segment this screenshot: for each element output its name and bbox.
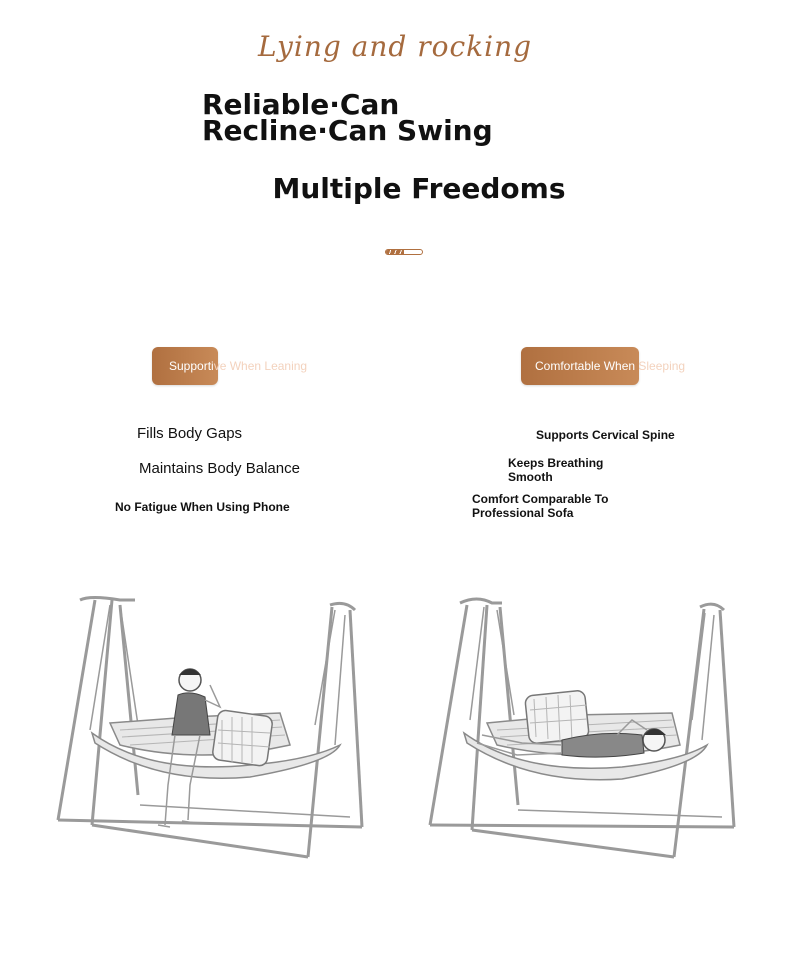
- subheadline: Multiple Freedoms: [272, 172, 566, 205]
- sleeping-pill-lit-text: Comfortable When: [535, 359, 636, 373]
- feature-body-balance: Maintains Body Balance: [139, 460, 300, 477]
- scroll-indicator: [385, 249, 423, 255]
- script-title: Lying and rocking: [257, 30, 533, 63]
- swing-sitting-illustration: [50, 595, 380, 870]
- leaning-pill-faded-text: ve When Leaning: [213, 359, 308, 373]
- feature-comfort-sofa: Comfort Comparable To Professional Sofa: [472, 492, 609, 520]
- scroll-indicator-fill: [386, 250, 404, 254]
- feature-fills-body-gaps: Fills Body Gaps: [137, 425, 243, 442]
- feature-breathing: Keeps Breathing Smooth: [508, 456, 604, 484]
- headline: Reliable·Can Recline·Can Swing: [202, 88, 493, 147]
- feature-no-fatigue: No Fatigue When Using Phone: [115, 500, 290, 514]
- swing-lying-illustration: [422, 595, 742, 870]
- leaning-pill-label: [169, 347, 307, 385]
- feature-cervical-spine: Supports Cervical Spine: [536, 428, 675, 442]
- sleeping-pill-label: [535, 347, 685, 385]
- leaning-pill-lit-text: Supporti: [169, 359, 214, 373]
- sleeping-pill-faded-text: Sleeping: [638, 359, 686, 373]
